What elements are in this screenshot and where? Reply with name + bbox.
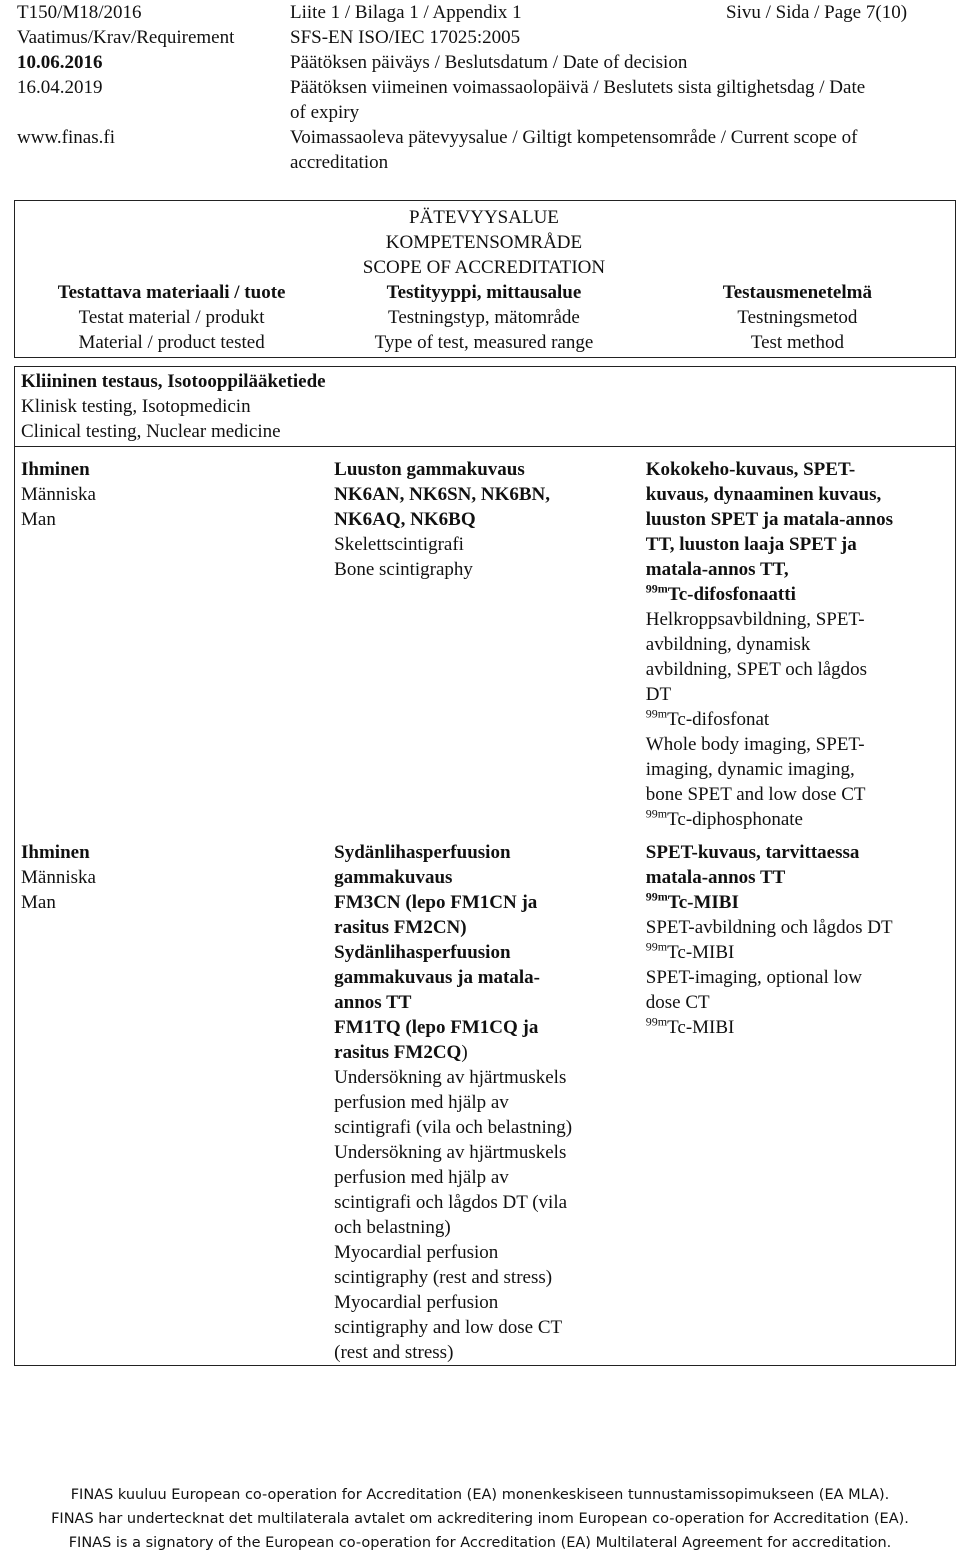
method-en-line: imaging, dynamic imaging,	[645, 759, 855, 780]
test-fi-line: Luuston gammakuvaus	[334, 459, 525, 480]
test-en-line: Myocardial perfusion	[334, 1242, 499, 1263]
website-link[interactable]: www.finas.fi	[17, 127, 115, 148]
method-fi-line: Kokokeho-kuvaus, SPET-	[645, 459, 856, 480]
test-sv-line: Undersökning av hjärtmuskels	[334, 1067, 567, 1088]
test-en-line: Myocardial perfusion	[334, 1292, 499, 1313]
test-fi-close: )	[461, 1042, 468, 1063]
isotope-name: Tc-MIBI	[667, 892, 739, 913]
scope-title-fi: PÄTEVYYSALUE	[409, 207, 559, 228]
method-sv-line: avbildning, SPET och lågdos	[645, 659, 868, 680]
method-fi-line: SPET-kuvaus, tarvittaessa	[645, 842, 860, 863]
appendix-label: Liite 1 / Bilaga 1 / Appendix 1	[290, 2, 522, 23]
col-test-header-en: Type of test, measured range	[374, 332, 594, 353]
scope-label: Voimassaoleva pätevyysalue / Giltigt kompetensområde / Current scope of	[290, 127, 858, 148]
method-en-isotope	[646, 1015, 949, 1040]
col-method-header-en: Test method	[750, 332, 844, 353]
expiry-date: 16.04.2019	[17, 77, 103, 98]
test-fi-line: FM3CN (lepo FM1CN ja	[334, 892, 538, 913]
table-row	[15, 840, 956, 1366]
test-fi-line: NK6AN, NK6SN, NK6BN,	[334, 484, 551, 505]
method-en-line: Whole body imaging, SPET-	[645, 734, 865, 755]
isotope-superscript: 99m	[645, 1014, 668, 1029]
test-sv-line: scintigrafi (vila och belastning)	[334, 1117, 573, 1138]
test-sv-line: perfusion med hjälp av	[334, 1167, 509, 1188]
requirement-label: Vaatimus/Krav/Requirement	[17, 27, 235, 48]
method-en-line: bone SPET and low dose CT	[645, 784, 866, 805]
section-title-en: Clinical testing, Nuclear medicine	[21, 421, 281, 442]
expiry-date-label-cont: of expiry	[290, 102, 360, 123]
requirement-standard: SFS-EN ISO/IEC 17025:2005	[290, 27, 521, 48]
material-fi: Ihminen	[21, 842, 90, 863]
test-sv-line: och belastning)	[334, 1217, 451, 1238]
method-fi-line: matala-annos TT	[645, 867, 786, 888]
section-header-row	[15, 367, 956, 447]
isotope-name: Tc-difosfonat	[667, 709, 770, 730]
isotope-superscript: 99m	[645, 889, 668, 904]
method-fi-isotope	[646, 582, 949, 607]
scope-title-sv: KOMPETENSOMRÅDE	[385, 232, 583, 253]
method-fi-line: kuvaus, dynaaminen kuvaus,	[645, 484, 882, 505]
material-en: Man	[21, 892, 56, 913]
test-sv-line: perfusion med hjälp av	[334, 1092, 509, 1113]
test-sv-line: Undersökning av hjärtmuskels	[334, 1142, 567, 1163]
method-sv-line: SPET-avbildning och lågdos DT	[645, 917, 893, 938]
decision-date-label: Päätöksen päiväys / Beslutsdatum / Date of decision	[290, 52, 688, 73]
method-sv-line: avbildning, dynamisk	[645, 634, 811, 655]
method-fi-line: TT, luuston laaja SPET ja	[645, 534, 857, 555]
method-en-isotope	[646, 807, 949, 832]
isotope-name: Tc-MIBI	[667, 942, 735, 963]
page-number: Sivu / Sida / Page 7(10)	[726, 2, 908, 23]
scope-title-row	[15, 201, 956, 281]
col-material-header-fi: Testattava materiaali / tuote	[57, 282, 286, 303]
footer-line-sv: FINAS har undertecknat det multilaterala avtalet om ackreditering inom European co-operation for Accreditation (EA).	[51, 1511, 909, 1527]
test-sv-line: scintigrafi och lågdos DT (vila	[334, 1192, 568, 1213]
isotope-superscript: 99m	[645, 706, 668, 721]
method-fi-isotope	[646, 890, 949, 915]
test-fi-line: FM1TQ (lepo FM1CQ ja	[334, 1017, 539, 1038]
method-fi-line: matala-annos TT,	[645, 559, 789, 580]
col-material-header-en: Material / product tested	[78, 332, 265, 353]
material-sv: Människa	[21, 484, 96, 505]
scope-table	[14, 200, 956, 1366]
test-en: Bone scintigraphy	[334, 559, 473, 580]
col-test-header-sv: Testningstyp, mätområde	[388, 307, 580, 328]
footer-line-en: FINAS is a signatory of the European co-operation for Accreditation (EA) Multilateral Agreement for accreditation.	[68, 1535, 892, 1551]
decision-date: 10.06.2016	[17, 52, 103, 73]
test-fi-line: NK6AQ, NK6BQ	[334, 509, 476, 530]
section-title-sv: Klinisk testing, Isotopmedicin	[21, 396, 251, 417]
section-title-fi: Kliininen testaus, Isotooppilääketiede	[21, 371, 326, 392]
isotope-superscript: 99m	[645, 806, 668, 821]
material-fi: Ihminen	[21, 459, 90, 480]
expiry-date-label: Päätöksen viimeinen voimassaolopäivä / Beslutets sista giltighetsdag / Date	[290, 77, 866, 98]
test-fi-line: rasitus FM2CQ	[334, 1042, 462, 1063]
test-en-line: scintigraphy (rest and stress)	[334, 1267, 553, 1288]
isotope-superscript: 99m	[645, 939, 668, 954]
material-en: Man	[21, 509, 56, 530]
method-sv-isotope	[646, 940, 949, 965]
isotope-name: Tc-difosfonaatti	[667, 584, 796, 605]
method-fi-line: luuston SPET ja matala-annos	[645, 509, 894, 530]
col-method-header-fi: Testausmenetelmä	[722, 282, 872, 303]
method-sv-line: DT	[645, 684, 672, 705]
table-row	[15, 457, 956, 832]
scope-title-en: SCOPE OF ACCREDITATION	[362, 257, 606, 278]
col-test-header-fi: Testityyppi, mittausalue	[386, 282, 582, 303]
material-sv: Människa	[21, 867, 96, 888]
col-material-header-sv: Testat material / produkt	[78, 307, 265, 328]
isotope-name: Tc-diphosphonate	[667, 809, 803, 830]
method-sv-isotope	[646, 707, 949, 732]
isotope-superscript: 99m	[645, 581, 668, 596]
method-en-line: dose CT	[645, 992, 710, 1013]
isotope-name: Tc-MIBI	[667, 1017, 735, 1038]
scope-label-cont: accreditation	[290, 152, 389, 173]
test-en-line: (rest and stress)	[334, 1342, 454, 1363]
test-en-line: scintigraphy and low dose CT	[334, 1317, 563, 1338]
test-fi-line: Sydänlihasperfuusion	[334, 942, 511, 963]
footer-line-fi: FINAS kuuluu European co-operation for Accreditation (EA) monenkeskiseen tunnustamissopimukseen (EA MLA).	[70, 1487, 890, 1503]
method-sv-line: Helkroppsavbildning, SPET-	[645, 609, 865, 630]
column-header-row	[15, 280, 956, 358]
method-en-line: SPET-imaging, optional low	[645, 967, 862, 988]
test-fi-line: rasitus FM2CN)	[334, 917, 467, 938]
test-fi-line: gammakuvaus	[334, 867, 453, 888]
test-sv: Skelettscintigrafi	[334, 534, 464, 555]
certificate-id: T150/M18/2016	[17, 2, 142, 23]
test-fi-line: Sydänlihasperfuusion	[334, 842, 511, 863]
test-fi-line: gammakuvaus ja matala-	[334, 967, 540, 988]
test-fi-line: annos TT	[334, 992, 412, 1013]
col-method-header-sv: Testningsmetod	[737, 307, 858, 328]
